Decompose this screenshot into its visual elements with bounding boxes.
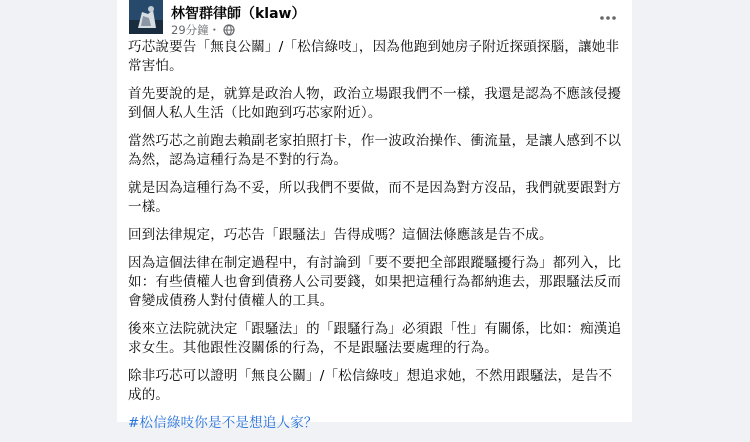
post-meta (171, 22, 235, 39)
post-timestamp[interactable]: 29分鐘・ (171, 23, 221, 37)
author-name[interactable]: 林智群律師（klaw） (171, 6, 306, 22)
post-paragraph: 回到法律規定，巧芯告「跟騷法」告得成嗎？這個法條應該是告不成。 (128, 227, 553, 243)
post-paragraph: 巧芯說要告「無良公關」/「松信綠吱」，因為他跑到她房子附近探頭探腦，讓她非常害怕。 (128, 39, 620, 74)
more-options-icon[interactable] (598, 8, 618, 28)
avatar-image (129, 0, 163, 34)
post-paragraph: 首先要說的是，就算是政治人物，政治立場跟我們不一樣，我還是認為不應該侵擾到個人私人生活（比如跑到巧芯家附近）。 (128, 86, 622, 121)
post-body (128, 38, 624, 442)
post-paragraph: 後來立法院就決定「跟騷法」的「跟騷行為」必須跟「性」有關係，比如：痴漢追求女生。其他跟性沒關係的行為，不是跟騷法要處理的行為。 (128, 321, 622, 356)
globe-icon (223, 24, 235, 39)
author-avatar[interactable] (129, 0, 163, 34)
post-paragraph: 除非巧芯可以證明「無良公關」/「松信綠吱」想追求她，不然用跟騷法，是告不成的。 (128, 368, 613, 403)
post-card (117, 0, 632, 431)
post-paragraph: 因為這個法律在制定過程中，有討論到「要不要把全部跟蹤騷擾行為」都列入，比如：有些債權人也會到債務人公司要錢，如果把這種行為都納進去，那跟騷法反而會變成債務人對付債權人的工具。 (128, 255, 622, 309)
hashtag-link[interactable]: #松信綠吱你是不是想追人家？ (128, 415, 318, 431)
post-paragraph: 當然巧芯之前跑去賴副老家拍照打卡，作一波政治操作、衝流量，是讓人感到不以為然，認為這種行為是不對的行為。 (128, 133, 622, 168)
post-header (117, 0, 632, 40)
post-paragraph: 就是因為這種行為不妥，所以我們不要做，而不是因為對方沒品，我們就要跟對方一樣。 (128, 180, 622, 215)
